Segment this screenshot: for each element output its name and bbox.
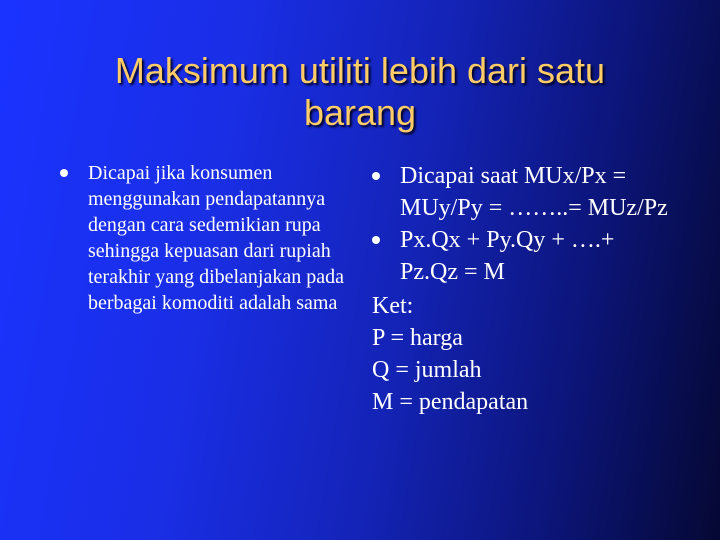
right-bullet-item bbox=[372, 160, 672, 224]
bullet-dot-icon bbox=[60, 169, 68, 177]
bullet-dot-icon bbox=[372, 172, 380, 180]
slide-title: Maksimum utiliti lebih dari satu barang bbox=[114, 50, 606, 133]
left-bullet-item bbox=[60, 160, 350, 316]
right-bullet-text: Dicapai saat MUx/Px = MUy/Py = ……..= MUz/Pz bbox=[400, 163, 668, 221]
right-bullet-item bbox=[372, 224, 672, 288]
note-line: M = pendapatan bbox=[372, 389, 529, 415]
note-line: P = harga bbox=[372, 325, 463, 351]
right-column bbox=[372, 160, 672, 418]
bullet-dot-icon bbox=[372, 236, 380, 244]
right-bullet-text: Px.Qx + Py.Qy + ….+ Pz.Qz = M bbox=[400, 227, 615, 285]
notes-heading: Ket: bbox=[372, 293, 414, 319]
notes-block bbox=[372, 290, 672, 418]
note-line: Q = jumlah bbox=[372, 357, 482, 383]
left-bullet-text: Dicapai jika konsumen menggunakan pendapatannya dengan cara sedemikian rupa sehingga kepuasan dari rupiah terakhir yang dibelanjakan pada berbagai komoditi adalah sama bbox=[88, 162, 344, 314]
left-column bbox=[60, 160, 350, 316]
